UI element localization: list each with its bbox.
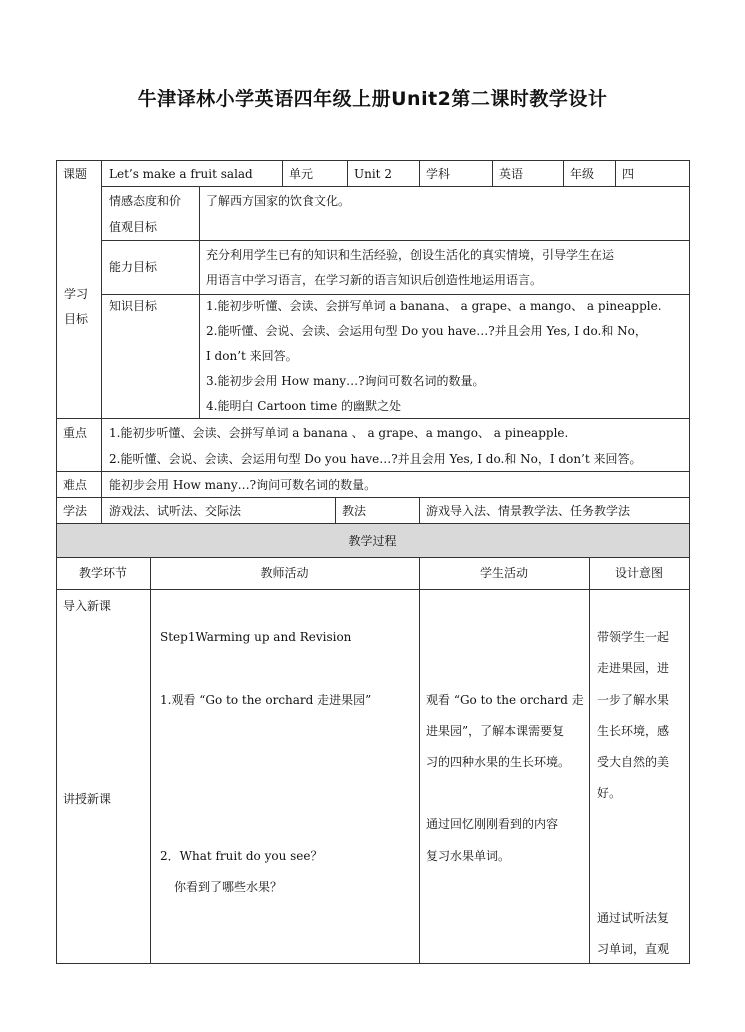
knowledge-label: 知识目标 bbox=[109, 299, 158, 313]
process-header: 教学过程 bbox=[348, 534, 397, 548]
intent-para1-line4: 生长环境，感 bbox=[597, 724, 670, 738]
column-header-intent: 设计意图 bbox=[614, 566, 663, 580]
student-para1-line2: 进果园”，了解本课需要复 bbox=[426, 724, 565, 738]
objectives-label-1: 学习 bbox=[64, 287, 89, 301]
page-title: 牛津译林小学英语四年级上册Unit2第二课时教学设计 bbox=[137, 88, 608, 110]
subject-label: 学科 bbox=[426, 167, 451, 181]
intent-para1-line6: 好。 bbox=[597, 786, 622, 800]
ability-line-2: 用语言中学习语言，在学习新的语言知识后创造性地运用语言。 bbox=[206, 273, 543, 287]
knowledge-line-1: 1.能初步听懂、会读、会拼写单词 a banana、 a grape、a mango、 a pineapple. bbox=[206, 299, 662, 313]
grade-value: 四 bbox=[622, 167, 635, 181]
key-points-label: 重点 bbox=[63, 426, 88, 440]
difficulty-text: 能初步会用 How many…?询问可数名词的数量。 bbox=[109, 478, 377, 492]
topic-value: Let’s make a fruit salad bbox=[109, 167, 253, 181]
knowledge-line-2: 2.能听懂、会说、会读、会运用句型 Do you have…?并且会用 Yes, I do.和 No， bbox=[206, 324, 647, 338]
stage-teaching: 讲授新课 bbox=[63, 792, 112, 806]
emotion-text: 了解西方国家的饮食文化。 bbox=[206, 194, 351, 208]
teaching-method-value: 游戏导入法、情景教学法、任务教学法 bbox=[426, 504, 631, 518]
column-header-student: 学生活动 bbox=[479, 566, 528, 580]
teacher-item-1: 1.观看 “Go to the orchard 走进果园” bbox=[160, 693, 372, 707]
difficulty-label: 难点 bbox=[63, 478, 88, 492]
intent-para1-line2: 走进果园，进 bbox=[597, 661, 670, 675]
ability-label: 能力目标 bbox=[109, 260, 158, 274]
subject-value: 英语 bbox=[499, 167, 524, 181]
emotion-label-1: 情感态度和价 bbox=[109, 194, 182, 208]
column-header-stage: 教学环节 bbox=[78, 566, 127, 580]
intent-para1-line5: 受大自然的美 bbox=[597, 755, 670, 769]
student-para2-line1: 通过回忆刚刚看到的内容 bbox=[426, 817, 559, 831]
intent-para2-line1: 通过试听法复 bbox=[597, 911, 670, 925]
learning-method-value: 游戏法、试听法、交际法 bbox=[109, 504, 242, 518]
student-para2-line2: 复习水果单词。 bbox=[426, 849, 511, 863]
topic-label: 课题 bbox=[63, 167, 88, 181]
emotion-label-2: 值观目标 bbox=[109, 220, 158, 234]
column-header-teacher: 教师活动 bbox=[260, 566, 309, 580]
learning-method-label: 学法 bbox=[63, 504, 88, 518]
unit-label: 单元 bbox=[289, 167, 314, 181]
objectives-label-2: 目标 bbox=[64, 312, 89, 326]
ability-line-1: 充分利用学生已有的知识和生活经验，创设生活化的真实情境，引导学生在运 bbox=[206, 248, 615, 262]
intent-para1-line3: 一步了解水果 bbox=[597, 693, 670, 707]
intent-para2-line2: 习单词，直观 bbox=[597, 942, 670, 956]
student-para1-line3: 习的四种水果的生长环境。 bbox=[426, 755, 571, 769]
unit-value: Unit 2 bbox=[354, 167, 392, 181]
teacher-step1: Step1Warming up and Revision bbox=[160, 630, 352, 644]
intent-para1-line1: 带领学生一起 bbox=[597, 630, 670, 644]
key-points-line-1: 1.能初步听懂、会读、会拼写单词 a banana 、 a grape、a mango、 a pineapple. bbox=[109, 426, 569, 440]
teaching-method-label: 教法 bbox=[342, 504, 367, 518]
grade-label: 年级 bbox=[570, 167, 595, 181]
student-para1-line1: 观看 “Go to the orchard 走 bbox=[426, 693, 584, 707]
knowledge-line-3: I don’t 来回答。 bbox=[206, 349, 298, 363]
teacher-item-2-cn: 你看到了哪些水果？ bbox=[174, 880, 283, 894]
teacher-item-2-en: 2．What fruit do you see？ bbox=[160, 849, 323, 863]
stage-intro: 导入新课 bbox=[63, 599, 112, 613]
knowledge-line-5: 4.能明白 Cartoon time 的幽默之处 bbox=[206, 399, 402, 413]
key-points-line-2: 2.能听懂、会说、会读、会运用句型 Do you have…?并且会用 Yes, I do.和 No，I don’t 来回答。 bbox=[109, 452, 642, 466]
knowledge-line-4: 3.能初步会用 How many…?询问可数名词的数量。 bbox=[206, 374, 485, 388]
